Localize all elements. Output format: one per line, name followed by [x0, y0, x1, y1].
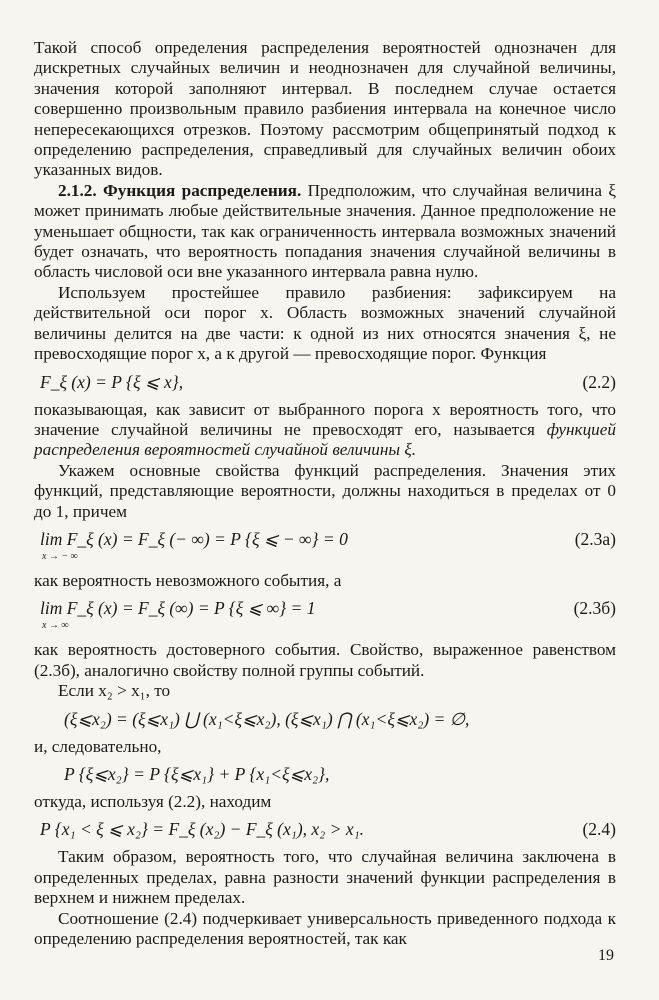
equation-expression: F_ξ (x) = P {ξ ⩽ x}, — [40, 371, 184, 392]
section-heading: 2.1.2. Функция распределения. — [58, 180, 302, 200]
limit-subscript: x → − ∞ — [42, 550, 78, 562]
paragraph-impossible-event: как вероятность невозможного события, а — [34, 570, 342, 590]
paragraph-conclusion: Таким образом, вероятность того, что случайная величина заключена в определенных пределах, равна разности значений функции распределения в верхнем и нижнем пределах. — [34, 847, 616, 908]
equation-number: (2.3б) — [573, 598, 616, 619]
equation-2-3a — [34, 527, 616, 567]
paragraph-text: показывающая, как зависит от выбранного порога x вероятность того, что значение случайной величины не превосходят его, называется — [34, 399, 616, 439]
equation-probability-sum — [34, 762, 616, 788]
paragraph-intro: Такой способ определения распределения вероятностей однозначен для дискретных случайных величин и неоднозначен для случайной величины, значения которой заполняют интервал. В последнем случае остается совершенно произвольным правило разбиения интервала на конечное число непересекающихся отрезков. Поэтому рассмотрим общепринятый подход к определению распределения, справедливый для случайных величин обоих указанных видов. — [34, 38, 616, 180]
paragraph-text: Предположим, что случайная величина ξ может принимать любые действительные значения. Данное предположение не уменьшает общности, так как ограниченность интервала возможных значений будет означать, что вероятность попадания значения случайной величины в область числовой оси вне указанного интервала равна нулю. — [34, 180, 617, 282]
paragraph-properties: Укажем основные свойства функций распределения. Значения этих функций, представляющие вероятности, должны находиться в пределах от 0 до 1, причем — [34, 460, 616, 521]
paragraph-section-2-1-2 — [34, 181, 616, 283]
limit-subscript: x → ∞ — [42, 620, 69, 632]
paragraph-definition — [34, 400, 616, 461]
paragraph-text: ξ. — [404, 440, 416, 460]
equation-expression: lim F_ξ (x) = F_ξ (− ∞) = P {ξ ⩽ − ∞} = 0 — [40, 528, 348, 549]
equation-2-2 — [34, 370, 616, 396]
paragraph-certain-event: как вероятность достоверного события. Свойство, выраженное равенством (2.3б), аналогично свойству полной группы событий. — [34, 640, 616, 680]
equation-number: (2.2) — [582, 371, 616, 392]
equation-expression: (ξ⩽x₂) = (ξ⩽x₁) ⋃ (x₁<ξ⩽x₂), (ξ⩽x₁) ⋂ (x₁<ξ⩽x₂) = ∅, — [64, 708, 470, 729]
equation-expression: lim F_ξ (x) = F_ξ (∞) = P {ξ ⩽ ∞} = 1 — [40, 598, 316, 619]
page-body — [34, 38, 616, 949]
paragraph-consequently: и, следовательно, — [34, 736, 162, 756]
paragraph-using: откуда, используя (2.2), находим — [34, 791, 272, 811]
page-number: 19 — [598, 947, 614, 964]
paragraph-universality: Соотношение (2.4) подчеркивает универсальность приведенного подхода к определению распределения вероятностей, так как — [34, 908, 616, 948]
equation-sets — [34, 707, 616, 733]
paragraph-threshold: Используем простейшее правило разбиения: зафиксируем на действительной оси порог x. Область возможных значений случайной величины делится на две части: к одной из них относятся значения ξ, не превосходящие порог x, а к другой — превосходящие порог. Функция — [34, 282, 616, 364]
paragraph-if: Если x₂ > x₁, то — [58, 681, 171, 701]
equation-number: (2.4) — [582, 819, 616, 840]
equation-2-3b — [34, 596, 616, 636]
equation-expression: P {ξ⩽x₂} = P {ξ⩽x₁} + P {x₁<ξ⩽x₂}, — [64, 763, 330, 784]
equation-number: (2.3а) — [574, 528, 616, 549]
defined-term: функцией распределения вероятностей случайной величины — [34, 419, 616, 460]
equation-2-4 — [34, 817, 616, 843]
equation-expression: P {x₁ < ξ ⩽ x₂} = F_ξ (x₂) − F_ξ (x₁), x₂ > x₁. — [40, 819, 365, 840]
